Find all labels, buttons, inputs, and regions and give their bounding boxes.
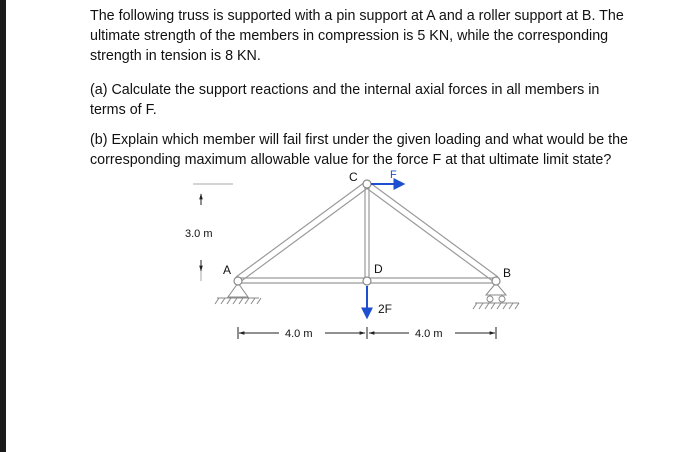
- intro-text: The following truss is supported with a pin support at A and a roller support at B. The ultimate strength of the members in compression is 5 KN, while the corresponding strength in tension is 8 KN.: [90, 8, 624, 64]
- member-ad: [238, 278, 367, 283]
- span-dimensions: [238, 327, 496, 339]
- member-db: [367, 278, 496, 283]
- pin-support-a: [215, 283, 261, 304]
- member-cd: [365, 185, 369, 280]
- left-edge-bar: [0, 0, 6, 452]
- joint-b: [492, 277, 500, 285]
- node-label-a: A: [223, 263, 232, 277]
- node-label-d: D: [374, 262, 383, 276]
- right-span-label: 4.0 m: [415, 328, 443, 340]
- load-f-label: F: [390, 169, 397, 181]
- joint-d: [363, 277, 371, 285]
- joint-c: [363, 180, 371, 188]
- problem-statement: [90, 6, 635, 170]
- node-label-b: B: [503, 266, 512, 280]
- height-dimension-label: 3.0 m: [185, 228, 213, 240]
- load-2f-label: 2F: [378, 302, 393, 316]
- joint-a: [234, 277, 242, 285]
- member-cb: [365, 182, 498, 282]
- node-label-c: C: [349, 170, 358, 184]
- question-a: (a) Calculate the support reactions and the internal axial forces in all members in terms of F.: [90, 82, 600, 118]
- question-b: (b) Explain which member will fail first under the given loading and what would be the corresponding maximum allowable value for the force F at that ultimate limit state?: [90, 132, 629, 168]
- truss-figure: [175, 165, 535, 345]
- left-span-label: 4.0 m: [285, 328, 313, 340]
- member-ac: [236, 182, 369, 282]
- roller-support-b: [473, 283, 519, 309]
- truss-diagram: [175, 165, 535, 345]
